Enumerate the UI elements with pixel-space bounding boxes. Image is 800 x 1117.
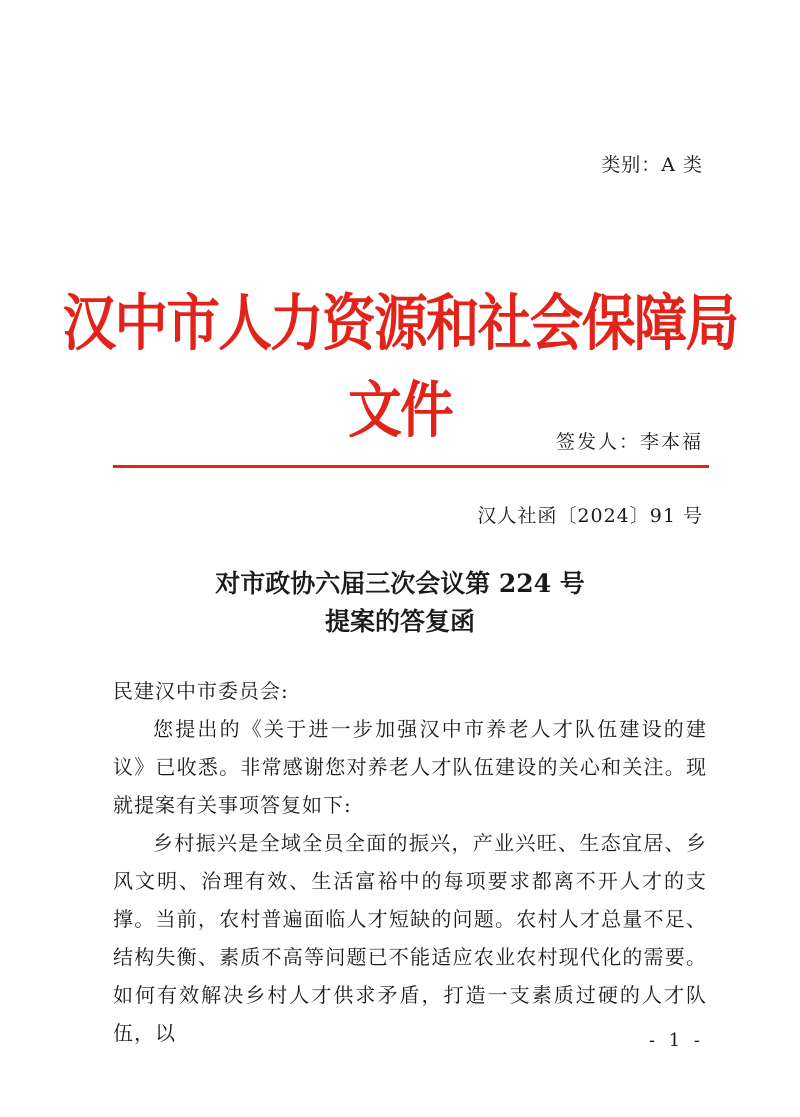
paragraph: 乡村振兴是全域全员全面的振兴，产业兴旺、生态宜居、乡风文明、治理有效、生活富裕中的每项要求都离不开人才的支撑。当前，农村普遍面临人才短缺的问题。农村人才总量不足、结构失衡、素质不高等问题已不能适应农业农村现代化的需要。如何有效解决乡村人才供求矛盾，打造一支素质过硬的人才队伍，以 <box>113 831 707 1045</box>
body-text <box>113 672 707 1052</box>
document-category: 类别：A 类 <box>601 154 703 176</box>
reply-title <box>0 565 800 641</box>
red-divider-line <box>113 465 709 468</box>
issuer-title: 汉中市人力资源和社会保障局文件 <box>62 288 738 446</box>
reply-title-line2: 提案的答复函 <box>324 607 475 636</box>
page-number: - 1 - <box>648 1030 704 1051</box>
salutation: 民建汉中市委员会: <box>113 679 289 703</box>
signer: 签发人：李本福 <box>555 431 703 453</box>
reply-title-line1: 对市政协六届三次会议第 224 号 <box>215 569 585 598</box>
paragraph: 您提出的《关于进一步加强汉中市养老人才队伍建设的建议》已收悉。非常感谢您对养老人才队伍建设的关心和关注。现就提案有关事项答复如下: <box>113 717 707 817</box>
document-number: 汉人社函〔2024〕91 号 <box>477 505 703 527</box>
